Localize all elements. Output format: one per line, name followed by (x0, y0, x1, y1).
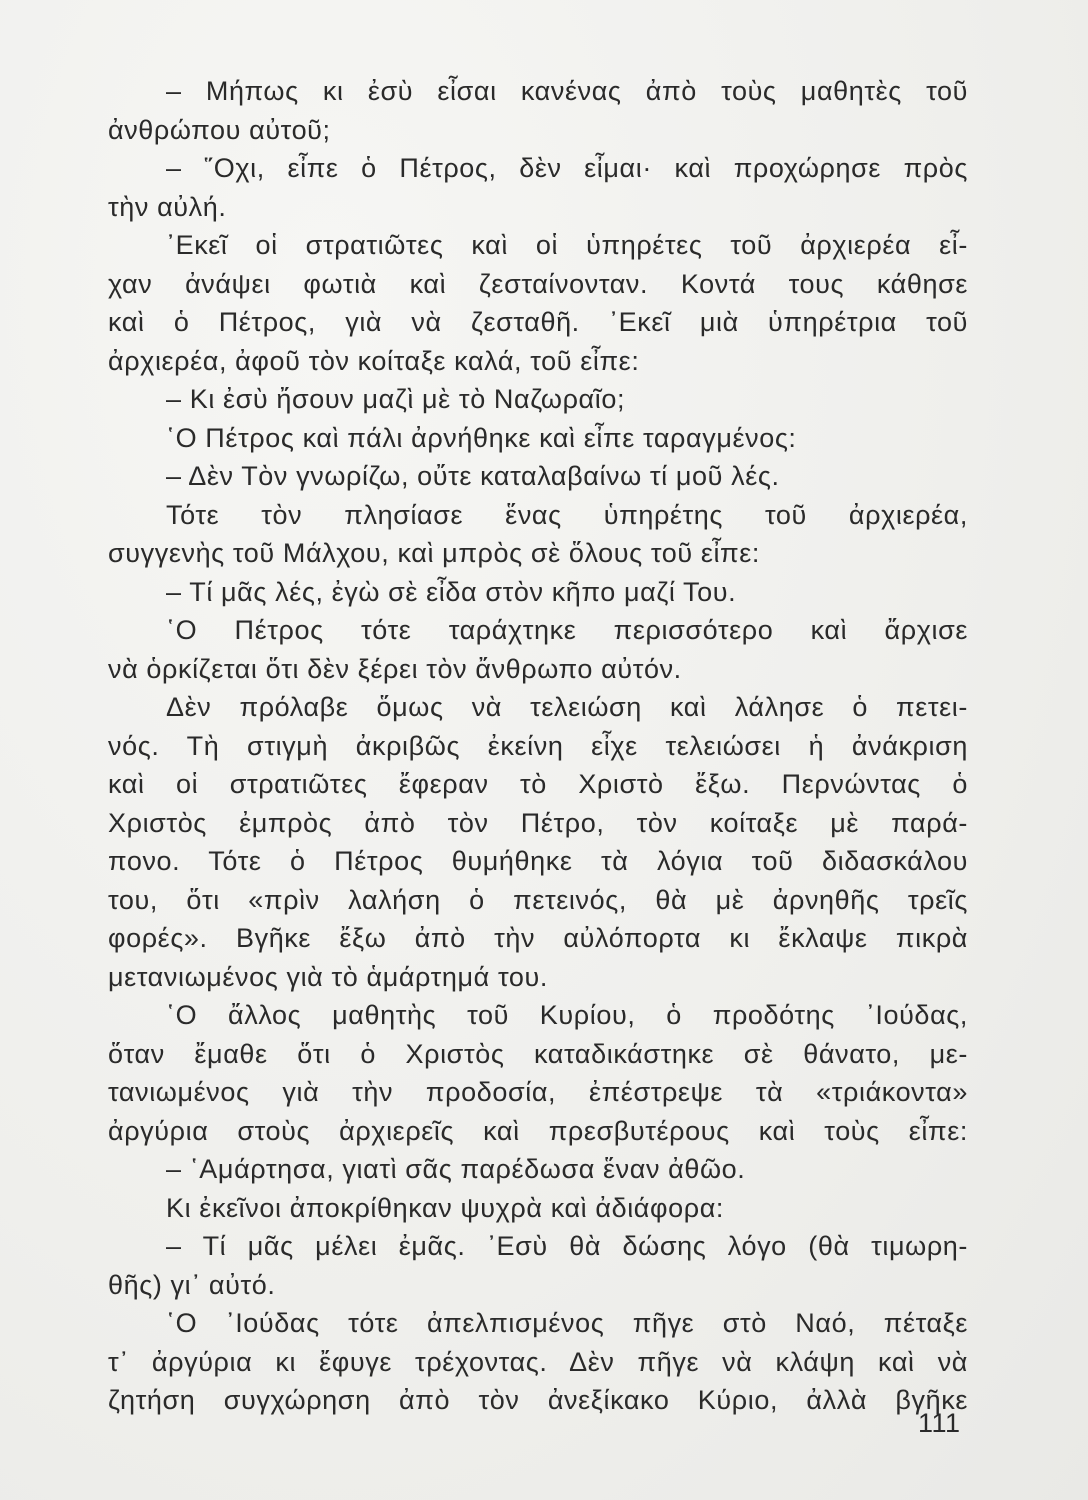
text-line-3: – ῞Οχι, εἶπε ὁ Πέτρος, δὲν εἶμαι· καὶ προχώρησε πρὸς (166, 153, 968, 183)
text-line-26: ὅταν ἔμαθε ὅτι ὁ Χριστὸς καταδικάστηκε σὲ θάνατο, με- (108, 1038, 968, 1069)
text-line-8: ἀρχιερέα, ἀφοῦ τὸν κοίταξε καλά, τοῦ εἶπε: (108, 345, 640, 376)
text-line-11: – Δὲν Τὸν γνωρίζω, οὔτε καταλαβαίνω τί μοῦ λές. (166, 461, 780, 491)
text-line-23: φορές». Βγῆκε ἔξω ἀπὸ τὴν αὐλόπορτα κι ἔκλαψε πικρὰ (108, 923, 968, 953)
text-line-4: τὴν αὐλή. (108, 191, 227, 222)
text-line-7: καὶ ὁ Πέτρος, γιὰ νὰ ζεσταθῆ. ᾽Εκεῖ μιὰ ὑπηρέτρια τοῦ (108, 307, 968, 337)
text-line-2: ἀνθρώπου αὐτοῦ; (108, 114, 331, 145)
text-line-17: Δὲν πρόλαβε ὅμως νὰ τελειώση καὶ λάλησε ὁ πετει- (166, 692, 968, 722)
text-line-19: καὶ οἱ στρατιῶτες ἔφεραν τὸ Χριστὸ ἔξω. Περνώντας ὁ (108, 769, 968, 799)
page-number: 111 (918, 1408, 961, 1438)
text-line-22: του, ὅτι «πρὶν λαλήση ὁ πετεινός, θὰ μὲ ἀρνηθῆς τρεῖς (108, 884, 968, 915)
text-line-1: – Μήπως κι ἐσὺ εἶσαι κανένας ἀπὸ τοὺς μαθητὲς τοῦ (166, 76, 968, 106)
text-line-14: – Τί μᾶς λές, ἐγὼ σὲ εἶδα στὸν κῆπο μαζί Του. (166, 576, 737, 607)
text-line-12: Τότε τὸν πλησίασε ἕνας ὑπηρέτης τοῦ ἀρχιερέα, (166, 499, 968, 530)
text-line-35: ζητήση συγχώρηση ἀπὸ τὸν ἀνεξίκακο Κύριο, ἀλλὰ βγῆκε (108, 1385, 968, 1415)
text-line-13: συγγενὴς τοῦ Μάλχου, καὶ μπρὸς σὲ ὅλους τοῦ εἶπε: (108, 538, 761, 568)
text-line-20: Χριστὸς ἐμπρὸς ἀπὸ τὸν Πέτρο, τὸν κοίταξε μὲ παρά- (108, 807, 968, 838)
text-line-34: τ᾽ ἀργύρια κι ἔφυγε τρέχοντας. Δὲν πῆγε νὰ κλάψη καὶ νὰ (108, 1346, 968, 1377)
text-line-29: – ῾Αμάρτησα, γιατὶ σᾶς παρέδωσα ἕναν ἀθῶο. (166, 1154, 746, 1184)
text-line-18: νός. Τὴ στιγμὴ ἀκριβῶς ἐκείνη εἶχε τελειώσει ἡ ἀνάκριση (108, 730, 968, 761)
text-line-25: ῾Ο ἄλλος μαθητὴς τοῦ Κυρίου, ὁ προδότης ᾽Ιούδας, (166, 1000, 968, 1030)
text-line-15: ῾Ο Πέτρος τότε ταράχτηκε περισσότερο καὶ ἄρχισε (166, 615, 968, 645)
text-line-32: θῆς) γι᾽ αὐτό. (108, 1269, 276, 1300)
text-line-28: ἀργύρια στοὺς ἀρχιερεῖς καὶ πρεσβυτέρους καὶ τοὺς εἶπε: (108, 1115, 968, 1146)
text-line-5: ᾽Εκεῖ οἱ στρατιῶτες καὶ οἱ ὑπηρέτες τοῦ ἀρχιερέα εἶ- (166, 230, 968, 260)
text-line-10: ῾Ο Πέτρος καὶ πάλι ἀρνήθηκε καὶ εἶπε ταραγμένος: (166, 422, 797, 453)
text-line-21: πονο. Τότε ὁ Πέτρος θυμήθηκε τὰ λόγια τοῦ διδασκάλου (108, 846, 968, 876)
text-line-6: χαν ἀνάψει φωτιὰ καὶ ζεσταίνονταν. Κοντά τους κάθησε (108, 268, 968, 299)
body-text (108, 72, 968, 1420)
text-line-30: Κι ἐκεῖνοι ἀποκρίθηκαν ψυχρὰ καὶ ἀδιάφορα: (166, 1192, 725, 1223)
text-line-24: μετανιωμένος γιὰ τὸ ἁμάρτημά του. (108, 961, 548, 992)
text-line-27: τανιωμένος γιὰ τὴν προδοσία, ἐπέστρεψε τὰ «τριάκοντα» (108, 1077, 968, 1107)
text-line-16: νὰ ὁρκίζεται ὅτι δὲν ξέρει τὸν ἄνθρωπο αὐτόν. (108, 653, 682, 684)
text-line-33: ῾Ο ᾽Ιούδας τότε ἀπελπισμένος πῆγε στὸ Ναό, πέταξε (166, 1308, 968, 1338)
text-line-9: – Κι ἐσὺ ἤσουν μαζὶ μὲ τὸ Ναζωραῖο; (166, 384, 626, 414)
text-line-31: – Τί μᾶς μέλει ἐμᾶς. ᾽Εσὺ θὰ δώσης λόγο (θὰ τιμωρη- (166, 1231, 968, 1261)
